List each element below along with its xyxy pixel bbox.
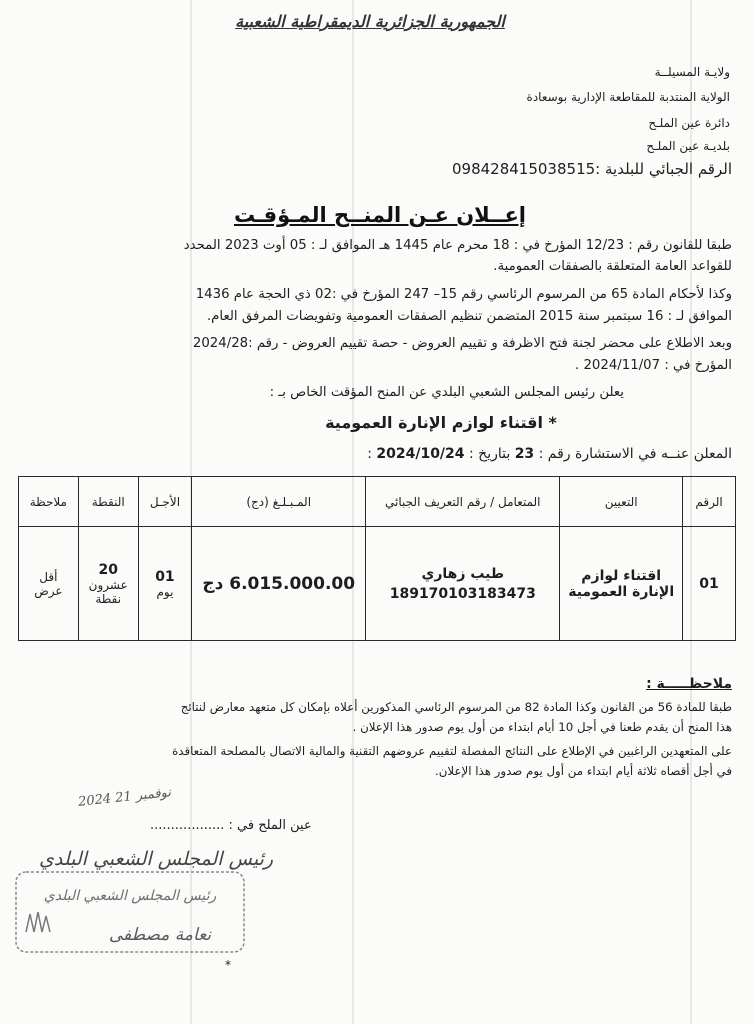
- col-header-designation: التعيين: [560, 477, 683, 527]
- delay-unit: يوم: [156, 584, 174, 599]
- remark-line: عرض: [34, 583, 63, 598]
- award-table: [18, 476, 736, 641]
- note-line: هذا المنح أن يقدم طعنا في أجل 10 أيام ابتداء من أول يوم صدور هذا الإعلان .: [352, 720, 732, 734]
- legal-basis-line: للقواعد العامة المتعلقة بالصفقات العمومية.: [493, 259, 732, 274]
- amount-value: 6.015.000.00 دج: [202, 573, 356, 594]
- col-header-operator: المتعامل / رقم التعريف الجبائي: [366, 477, 560, 527]
- consult-prefix: المعلن عنــه في الاستشارة رقم :: [538, 446, 732, 462]
- note-title: ملاحظـــــة :: [646, 676, 732, 692]
- cell-operator: [366, 527, 560, 641]
- signatory-title: رئيس المجلس الشعبي البلدي: [38, 848, 274, 870]
- announcement-line: يعلن رئيس المجلس الشعبي البلدي عن المنح المؤقت الخاص بـ :: [269, 385, 624, 400]
- table-header-row: [19, 477, 736, 527]
- committee-line: المؤرخ في : 2024/11/07 .: [574, 358, 732, 373]
- operator-name: طيب زهاري: [421, 565, 505, 582]
- stamp-emblem: [26, 912, 50, 932]
- cell-designation: [560, 527, 683, 641]
- note-line: في أجل أقصاه ثلاثة أيام ابتداء من أول يوم صدور هذا الإعلان.: [435, 764, 732, 778]
- consult-date: 2024/10/24: [376, 446, 465, 462]
- commune-tax-id: [292, 160, 732, 178]
- note-line: طبقا للمادة 56 من القانون وكذا المادة 82 من المرسوم الرئاسي المذكورين أعلاه بإمكان كل متعهد معارض لنتائج: [180, 700, 732, 714]
- table-row: [19, 527, 736, 641]
- date-stamp: 2024 نوفمبر 21: [77, 785, 172, 810]
- col-header-delay: الأجـل: [138, 477, 191, 527]
- cell-amount: [192, 527, 366, 641]
- legal-basis-line: الموافق لـ : 16 سبتمبر سنة 2015 المتضمن تنظيم الصفقات العمومية وتفويضات المرفق العام.: [206, 309, 732, 324]
- cell-points: [78, 527, 138, 641]
- republic-header: الجمهورية الجزائرية الديمقراطية الشعبية: [235, 12, 505, 31]
- tax-id-value: 098428415038515: [452, 160, 596, 178]
- cell-delay: [138, 527, 191, 641]
- designation-line: اقتناء لوازم: [581, 567, 662, 584]
- operator-tax-id: 189170103183473: [389, 585, 536, 602]
- points-number: 20: [98, 561, 118, 578]
- daira: دائرة عين الملـح: [648, 116, 730, 130]
- col-header-amount: المـبـلـغ (دج): [192, 477, 366, 527]
- cell-remark: [19, 527, 79, 641]
- points-unit: نقطة: [95, 591, 122, 606]
- points-words: عشرون: [88, 577, 128, 592]
- tax-id-label: الرقم الجبائي للبلدية :: [595, 160, 732, 178]
- handwritten-signature: نعامة مصطفى: [108, 925, 212, 945]
- consult-end: :: [367, 446, 372, 462]
- committee-line: وبعد الاطلاع على محضر لجنة فتح الاظرفة و تقييم العروض - حصة تقييم العروض - رقم :2024/28: [192, 336, 732, 351]
- designation-line: الإنارة العمومية: [568, 583, 675, 600]
- col-header-num: الرقم: [683, 477, 736, 527]
- commune: بلديـة عين الملـح: [646, 139, 730, 153]
- delegate-wilaya: الولاية المنتدبة للمقاطعة الإدارية بوسعادة: [526, 90, 730, 104]
- place-and-date: عين الملح في : ..................: [150, 818, 312, 833]
- wilaya: ولايـة المسيلــة: [654, 65, 730, 79]
- legal-basis-line: طبقا للقانون رقم : 12/23 المؤرخ في : 18 محرم عام 1445 هـ الموافق لـ : 05 أوت 2023 المحدد: [183, 238, 732, 253]
- consult-number: 23: [514, 446, 535, 462]
- stamp-text: رئيس المجلس الشعبي البلدي: [43, 888, 217, 904]
- cell-num: 01: [683, 527, 736, 641]
- col-header-points: النقطة: [78, 477, 138, 527]
- official-stamp: [10, 862, 250, 960]
- remark-line: أقل: [39, 569, 58, 584]
- delay-number: 01: [155, 568, 175, 585]
- consultation-line: [192, 446, 732, 462]
- note-line: على المتعهدين الراغبين في الإطلاع على النتائج المفصلة لتقييم عروضهم التقنية والمالية الاتصال بالمصلحة المتعاقدة: [172, 744, 732, 758]
- consult-mid: بتاريخ :: [468, 446, 511, 462]
- page-mark: *: [225, 958, 231, 972]
- contract-subject: * اقتناء لوازم الإنارة العمومية: [325, 413, 557, 432]
- col-header-remark: ملاحظة: [19, 477, 79, 527]
- announcement-title: إعــلان عـن المنــح المـؤقـت: [233, 203, 526, 227]
- legal-basis-line: وكذا لأحكام المادة 65 من المرسوم الرئاسي رقم 15– 247 المؤرخ في :02 ذي الحجة عام 1436: [195, 287, 732, 302]
